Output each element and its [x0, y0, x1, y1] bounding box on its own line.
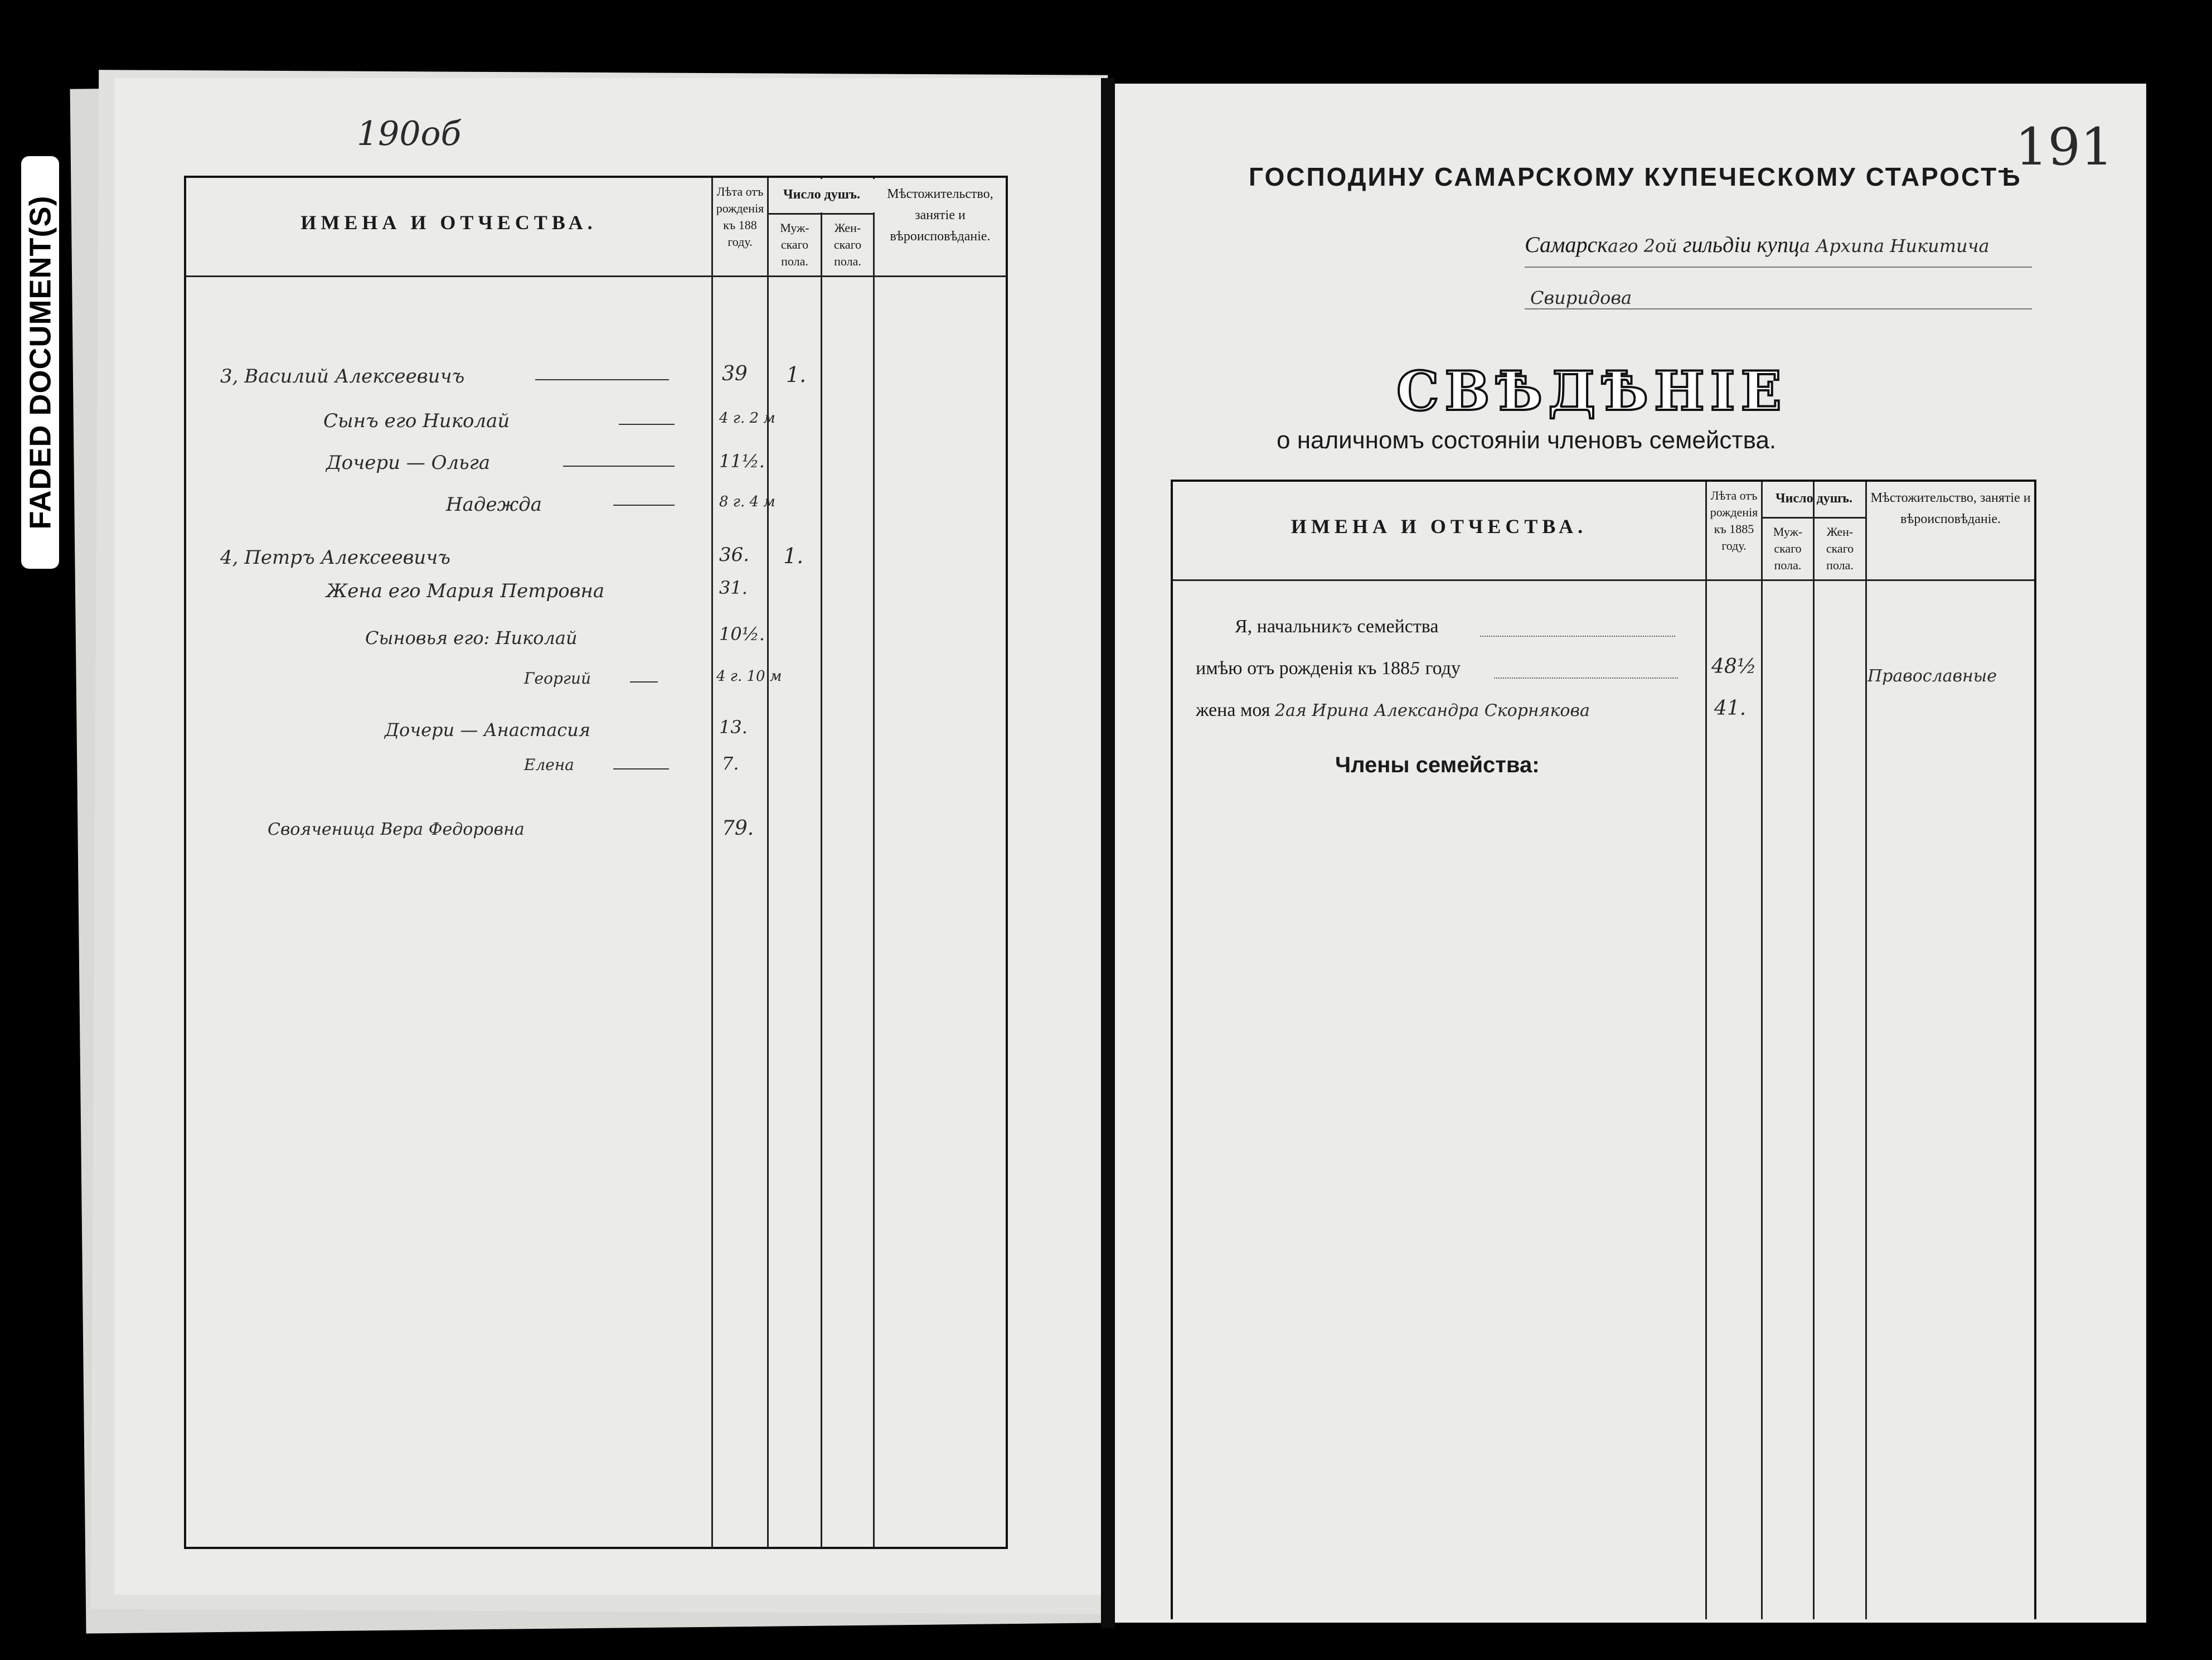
wife-age: 41. — [1714, 697, 1747, 720]
left-row-name: 3, Василий Алексеевичъ — [220, 365, 465, 388]
left-row-age: 8 г. 4 м — [719, 493, 775, 510]
right-header-female: Жен-скаго пола. — [1826, 525, 1854, 572]
left-row-age: 31. — [719, 577, 748, 598]
left-row-name: Елена — [524, 756, 574, 774]
left-row-age: 39 — [722, 362, 748, 385]
merchant-line: Самарскаго 2ой гильдіи купца Архипа Никитича — [1525, 232, 1990, 257]
residence-religion: Православные — [1867, 666, 1997, 686]
left-row-age: 7. — [722, 753, 739, 774]
right-header-souls: Число душъ. — [1776, 491, 1852, 506]
document-title: СВѢДѢНІЕ — [1396, 360, 1787, 423]
left-header-names: ИМЕНА И ОТЧЕСТВА. — [300, 211, 597, 234]
right-header-residence: Мѣстожительство, занятіе и вѣроисповѣданіе. — [1870, 491, 2031, 526]
left-row-name: Жена его Мария Петровна — [326, 580, 605, 602]
left-row-name: Свояченица Вера Федоровна — [268, 820, 525, 839]
document-subtitle: о наличномъ состояніи членовъ семейства. — [1277, 427, 1777, 454]
head-of-family-line: Я, начальникъ семейства — [1235, 616, 1439, 637]
left-row-name: 4, Петръ Алексеевичъ — [220, 546, 451, 569]
head-age: 48½ — [1711, 655, 1757, 678]
merchant-surname: Свиридова — [1530, 287, 1632, 308]
left-row-name: Сыновья его: Николай — [365, 627, 578, 648]
left-header-male: Муж-скаго пола. — [780, 221, 809, 268]
right-header-male: Муж-скаго пола. — [1773, 525, 1803, 572]
left-header-residence: Мѣстожительство, занятіе и вѣроисповѣданіе. — [887, 187, 993, 244]
right-header-age: Лѣта отъ рожденія къ 1885 году. — [1710, 488, 1758, 553]
right-header-names: ИМЕНА И ОТЧЕСТВА. — [1291, 515, 1588, 538]
left-row-age: 4 г. 10 м — [716, 668, 782, 685]
left-row-age: 10½. — [719, 623, 765, 645]
birth-year-line: имѣю отъ рожденія къ 1885 году — [1196, 658, 1461, 679]
left-row-age: 13. — [719, 717, 748, 738]
faded-documents-badge — [21, 156, 59, 569]
left-row-male: 1. — [786, 362, 807, 387]
addressee: ГОСПОДИНУ САМАРСКОМУ КУПЕЧЕСКОМУ СТАРОСТѢ — [1249, 162, 2022, 191]
left-header-age: Лѣта отъ рожденія къ 188 году. — [716, 185, 764, 249]
left-row-age: 36. — [719, 544, 750, 566]
badge-label: FADED DOCUMENT(S) — [23, 195, 57, 530]
left-row-name: Сынъ его Николай — [323, 410, 510, 432]
left-row-name: Георгий — [524, 669, 591, 688]
left-header-female: Жен-скаго пола. — [833, 221, 862, 268]
left-row-age: 11½. — [719, 451, 765, 472]
right-folio: 191 — [2015, 117, 2113, 177]
left-row-name: Надежда — [446, 493, 542, 516]
left-row-age: 4 г. 2 м — [719, 410, 775, 427]
wife-line: жена моя 2ая Ирина Александра Скорнякова — [1196, 700, 1590, 720]
book-gutter — [1101, 78, 1115, 1628]
left-row-age: 79. — [722, 817, 754, 840]
left-row-name: Дочери — Анастасия — [385, 719, 591, 741]
left-folio: 190об — [357, 114, 462, 153]
family-members-heading: Члены семейства: — [1335, 753, 1540, 777]
left-header-souls: Число душъ. — [783, 187, 860, 202]
right-ledger-table — [1171, 480, 2036, 1619]
left-row-name: Дочери — Ольга — [326, 452, 491, 474]
left-row-male: 1. — [783, 544, 804, 568]
